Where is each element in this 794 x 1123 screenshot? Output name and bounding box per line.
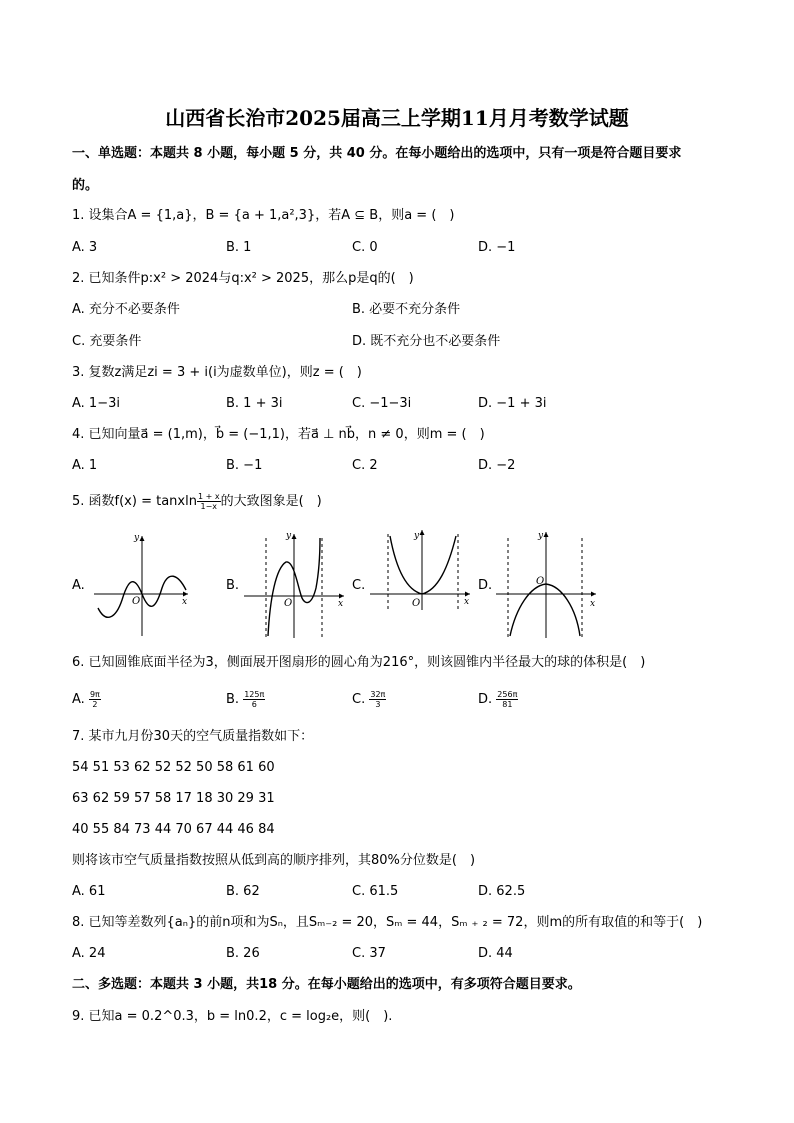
- q3-option-d[interactable]: D. −1 + 3i: [478, 396, 547, 411]
- q5-stem-pre: 5. 函数f(x) = tanxln: [72, 494, 197, 509]
- q5-stem-post: 的大致图象是( ): [220, 494, 322, 509]
- q1-stem: 1. 设集合A = {1,a}，B = {a + 1,a²,3}，若A ⊆ B，则a = ( ): [72, 208, 455, 223]
- q1-option-d[interactable]: D. −1: [478, 240, 516, 255]
- q7-option-d[interactable]: D. 62.5: [478, 884, 526, 899]
- section2-header: 二、多选题：本题共 3 小题，共18 分。在每小题给出的选项中，有多项符合题目要求。: [72, 977, 581, 992]
- x-label: x: [464, 597, 470, 607]
- q7-data-row-3: 40 55 84 73 44 70 67 44 46 84: [72, 822, 275, 837]
- q6-option-b[interactable]: [226, 690, 265, 709]
- q7-option-a[interactable]: A. 61: [72, 884, 106, 899]
- q5-option-a-label[interactable]: A.: [72, 578, 85, 593]
- q8-option-b[interactable]: B. 26: [226, 946, 260, 961]
- q7-stem: 7. 某市九月份30天的空气质量指数如下：: [72, 729, 314, 744]
- q2-option-c[interactable]: C. 充要条件: [72, 334, 142, 349]
- q2-option-b[interactable]: B. 必要不充分条件: [352, 302, 461, 317]
- frac-num: 256π: [497, 690, 518, 699]
- x-label: x: [182, 597, 188, 607]
- curve: [510, 584, 580, 636]
- q4-option-d[interactable]: D. −2: [478, 458, 516, 473]
- x-label: x: [590, 599, 596, 609]
- frac-den: 3: [375, 700, 381, 709]
- q5-option-b-label[interactable]: B.: [226, 578, 240, 593]
- q7-question: 则将该市空气质量指数按照从低到高的顺序排列，其80%分位数是( ): [72, 853, 476, 868]
- q5-graph-b[interactable]: [240, 528, 350, 640]
- q7-data-row-2: 63 62 59 57 58 17 18 30 29 31: [72, 791, 275, 806]
- q8-option-c[interactable]: C. 37: [352, 946, 386, 961]
- q4-option-c[interactable]: C. 2: [352, 458, 378, 473]
- q6-option-c-label: C.: [352, 692, 366, 707]
- y-label: y: [414, 531, 420, 541]
- frac-den: 6: [251, 700, 257, 709]
- q5-option-d-label[interactable]: D.: [478, 578, 493, 593]
- q5-fraction: [197, 492, 221, 511]
- q6-option-d-label: D.: [478, 692, 493, 707]
- y-axis-arrow: [544, 532, 549, 537]
- q5-frac-den: 1−x: [200, 502, 218, 511]
- y-label: y: [286, 531, 292, 541]
- page-title: 山西省长治市2025届高三上学期11月月考数学试题: [165, 106, 629, 130]
- q3-stem: 3. 复数z满足zi = 3 + i(i为虚数单位)，则z = ( ): [72, 365, 362, 380]
- q5-stem: [72, 492, 322, 511]
- x-axis-arrow: [465, 592, 470, 597]
- q7-option-b[interactable]: B. 62: [226, 884, 260, 899]
- q8-option-a[interactable]: A. 24: [72, 946, 106, 961]
- q6-option-a-label: A.: [72, 692, 85, 707]
- frac-num: 9π: [89, 690, 100, 699]
- origin-label: O: [132, 596, 141, 607]
- q8-stem: 8. 已知等差数列{aₙ}的前n项和为Sₙ，且Sₘ₋₂ = 20，Sₘ = 44，Sₘ ₊ ₂ = 72，则m的所有取值的和等于( ): [72, 915, 703, 930]
- y-label: y: [538, 531, 544, 541]
- y-axis-arrow: [292, 534, 297, 539]
- q6-option-a-frac: [89, 690, 101, 709]
- q6-stem: 6. 已知圆锥底面半径为3，侧面展开图扇形的圆心角为216°，则该圆锥内半径最大的球的体积是( ): [72, 655, 646, 670]
- q6-option-b-frac: [243, 690, 265, 709]
- q5-graph-d[interactable]: [492, 528, 600, 640]
- q6-option-d[interactable]: [478, 690, 518, 709]
- q4-option-b[interactable]: B. −1: [226, 458, 263, 473]
- q8-option-d[interactable]: D. 44: [478, 946, 513, 961]
- origin-label: O: [412, 598, 421, 609]
- q6-option-a[interactable]: [72, 690, 101, 709]
- frac-num: 125π: [244, 690, 265, 699]
- x-axis-arrow: [339, 594, 344, 599]
- x-label: x: [338, 599, 344, 609]
- q1-option-b[interactable]: B. 1: [226, 240, 252, 255]
- frac-num: 32π: [370, 690, 386, 699]
- section1-header: 一、单选题：本题共 8 小题，每小题 5 分，共 40 分。在每小题给出的选项中，只有一项是符合题目要求: [72, 146, 682, 161]
- q2-option-a[interactable]: A. 充分不必要条件: [72, 302, 180, 317]
- origin-label: O: [284, 598, 293, 609]
- q1-option-a[interactable]: A. 3: [72, 240, 98, 255]
- frac-den: 81: [502, 700, 513, 709]
- y-axis-arrow: [140, 536, 145, 541]
- q6-option-c-frac: [369, 690, 386, 709]
- q6-option-d-frac: [496, 690, 518, 709]
- q5-option-c-label[interactable]: C.: [352, 578, 366, 593]
- q2-stem: 2. 已知条件p:x² > 2024与q:x² > 2025，那么p是q的( ): [72, 271, 414, 286]
- q5-graph-a[interactable]: [90, 528, 195, 638]
- q2-option-d[interactable]: D. 既不充分也不必要条件: [352, 334, 501, 349]
- q3-option-b[interactable]: B. 1 + 3i: [226, 396, 283, 411]
- q3-option-a[interactable]: A. 1−3i: [72, 396, 120, 411]
- q7-option-c[interactable]: C. 61.5: [352, 884, 399, 899]
- y-label: y: [134, 533, 140, 543]
- q6-option-b-label: B.: [226, 692, 240, 707]
- y-axis-arrow: [420, 530, 425, 535]
- curve: [390, 536, 456, 594]
- q4-option-a[interactable]: A. 1: [72, 458, 98, 473]
- q9-stem: 9. 已知a = 0.2^0.3，b = ln0.2，c = log₂e，则( ).: [72, 1009, 393, 1024]
- x-axis-arrow: [591, 592, 596, 597]
- q7-data-row-1: 54 51 53 62 52 52 50 58 61 60: [72, 760, 275, 775]
- q3-option-c[interactable]: C. −1−3i: [352, 396, 412, 411]
- q5-graph-c[interactable]: [366, 528, 474, 612]
- x-axis-arrow: [183, 592, 188, 597]
- q5-frac-num: 1 + x: [197, 492, 220, 501]
- q6-option-c[interactable]: [352, 690, 386, 709]
- frac-den: 2: [92, 700, 98, 709]
- q4-stem: 4. 已知向量a⃗ = (1,m)，b⃗ = (−1,1)，若a⃗ ⊥ nb⃗，n ≠ 0，则m = ( ): [72, 427, 485, 442]
- q1-option-c[interactable]: C. 0: [352, 240, 378, 255]
- origin-label: O: [536, 576, 545, 587]
- section1-header-cont: 的。: [72, 178, 99, 193]
